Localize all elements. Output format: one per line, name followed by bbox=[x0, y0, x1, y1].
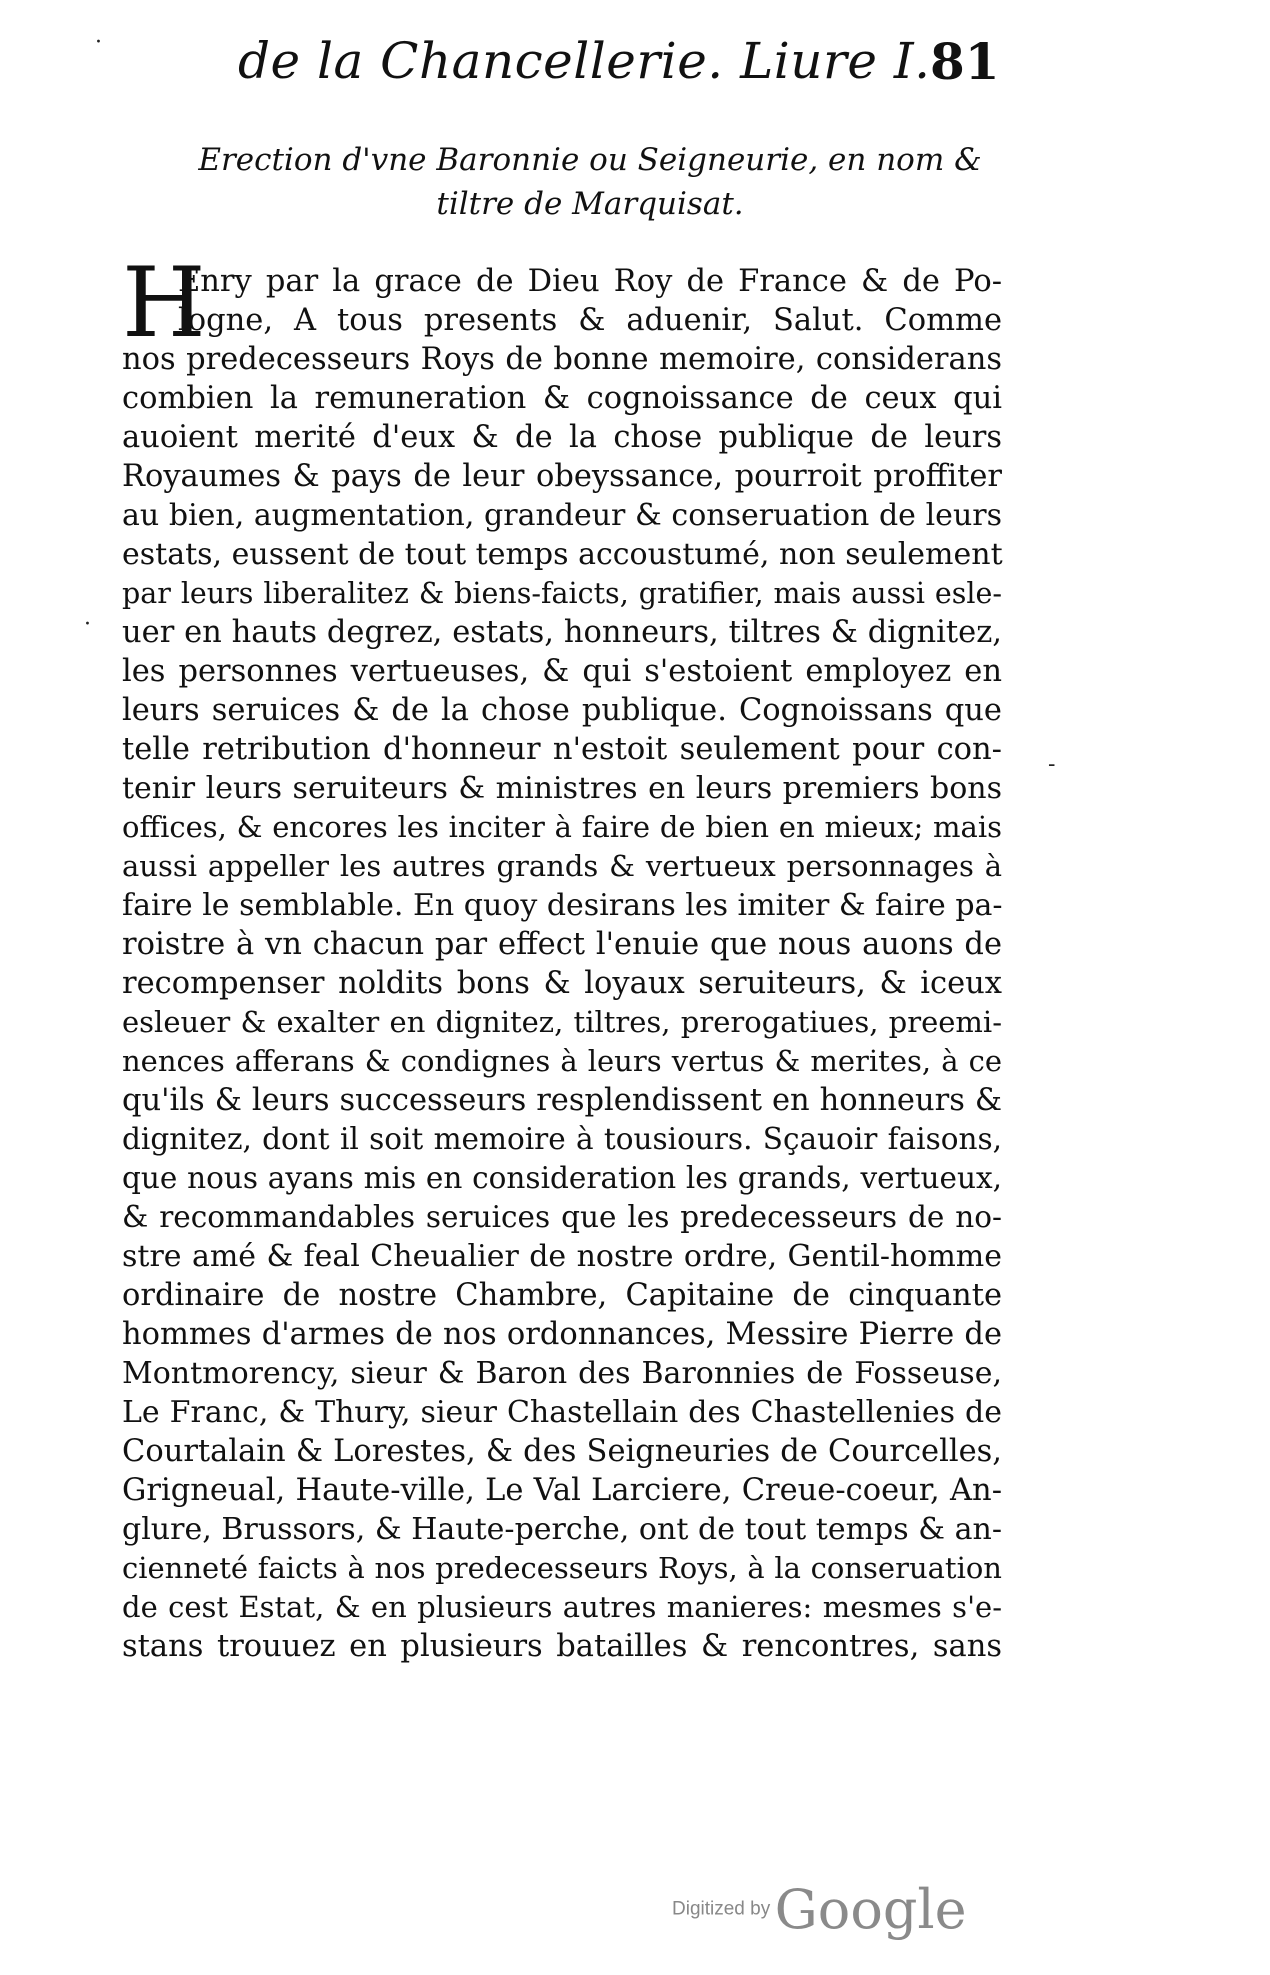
digitized-by-label: Digitized by bbox=[672, 1898, 771, 1920]
text-line: glure, Brussors, & Haute-perche, ont de tout temps & an- bbox=[122, 1512, 1002, 1547]
text-line: cienneté faicts à nos predecesseurs Roys, à la conseruation bbox=[122, 1551, 1002, 1585]
text-line: stre amé & feal Cheualier de nostre ordre, Gentil-homme bbox=[122, 1239, 1002, 1274]
text-line: par leurs liberalitez & biens-faicts, gratifier, mais aussi esle- bbox=[122, 577, 1002, 610]
text-line: tenir leurs seruiteurs & ministres en leurs premiers bons bbox=[122, 771, 1002, 806]
drop-cap: H bbox=[122, 247, 206, 359]
margin-speck: · bbox=[95, 30, 102, 55]
body-text bbox=[122, 247, 1003, 1666]
text-line: estats, eussent de tout temps accoustumé, non seulement bbox=[122, 537, 1003, 572]
text-lines bbox=[122, 247, 1003, 1666]
text-line: auoient merité d'eux & de la chose publique de leurs bbox=[122, 420, 1002, 455]
text-line: aussi appeller les autres grands & vertueux personnages à bbox=[122, 849, 1002, 883]
text-line: au bien, augmentation, grandeur & conseruation de leurs bbox=[122, 498, 1002, 533]
text-line: esleuer & exalter en dignitez, tiltres, prerogatiues, preemi- bbox=[122, 1005, 1002, 1039]
text-line: recompenser noldits bons & loyaux seruiteurs, & iceux bbox=[122, 966, 1002, 1001]
text-line: telle retribution d'honneur n'estoit seulement pour con- bbox=[122, 732, 1002, 767]
text-line: nences afferans & condignes à leurs vertus & merites, à ce bbox=[122, 1044, 1002, 1078]
text-line: Le Franc, & Thury, sieur Chastellain des Chastellenies de bbox=[122, 1395, 1002, 1430]
google-logo: Google bbox=[774, 1878, 967, 1941]
heading-line-1: Erection d'vne Baronnie ou Seigneurie, en nom & bbox=[198, 142, 982, 178]
text-line: logne, A tous presents & aduenir, Salut. Comme bbox=[178, 303, 1002, 338]
text-line: Enry par la grace de Dieu Roy de France & de Po- bbox=[178, 264, 1002, 299]
text-line: offices, & encores les inciter à faire de bien en mieux; mais bbox=[122, 810, 1002, 844]
margin-dot: · bbox=[84, 612, 91, 637]
text-line: & recommandables seruices que les predecesseurs de no- bbox=[122, 1200, 1002, 1234]
text-line: faire le semblable. En quoy desirans les imiter & faire pa- bbox=[122, 888, 1003, 923]
page-header bbox=[0, 18, 1270, 108]
text-line: stans trouuez en plusieurs batailles & rencontres, sans bbox=[122, 1629, 1002, 1664]
digitized-watermark bbox=[672, 1878, 967, 1941]
text-line: dignitez, dont il soit memoire à tousiours. Sçauoir faisons, bbox=[122, 1122, 1002, 1156]
heading-line-2: tiltre de Marquisat. bbox=[436, 186, 744, 222]
text-line: combien la remuneration & cognoissance de ceux qui bbox=[122, 381, 1002, 416]
text-line: que nous ayans mis en consideration les grands, vertueux, bbox=[122, 1161, 1002, 1195]
running-head: de la Chancellerie. Liure I. bbox=[238, 32, 931, 90]
text-line: Montmorency, sieur & Baron des Baronnies de Fosseuse, bbox=[122, 1356, 1002, 1391]
text-line: leurs seruices & de la chose publique. Cognoissans que bbox=[122, 693, 1002, 728]
text-line: uer en hauts degrez, estats, honneurs, tiltres & dignitez, bbox=[122, 615, 1002, 650]
page-number: 81 bbox=[930, 32, 1000, 91]
text-line: nos predecesseurs Roys de bonne memoire, considerans bbox=[122, 342, 1002, 377]
text-line: roistre à vn chacun par effect l'enuie que nous auons de bbox=[122, 927, 1002, 962]
text-line: les personnes vertueuses, & qui s'estoient employez en bbox=[122, 654, 1002, 689]
text-line: Courtalain & Lorestes, & des Seigneuries de Courcelles, bbox=[122, 1434, 1002, 1469]
margin-dash: - bbox=[1048, 752, 1056, 777]
text-line: qu'ils & leurs successeurs resplendissent en honneurs & bbox=[122, 1083, 1002, 1118]
text-line: hommes d'armes de nos ordonnances, Messire Pierre de bbox=[122, 1317, 1002, 1352]
section-heading bbox=[130, 138, 1050, 226]
text-line: de cest Estat, & en plusieurs autres manieres: mesmes s'e- bbox=[122, 1590, 1002, 1624]
text-line: Grigneual, Haute-ville, Le Val Larciere, Creue-coeur, An- bbox=[122, 1473, 1002, 1508]
text-line: Royaumes & pays de leur obeyssance, pourroit proffiter bbox=[122, 459, 1002, 494]
text-line: ordinaire de nostre Chambre, Capitaine de cinquante bbox=[122, 1278, 1002, 1313]
